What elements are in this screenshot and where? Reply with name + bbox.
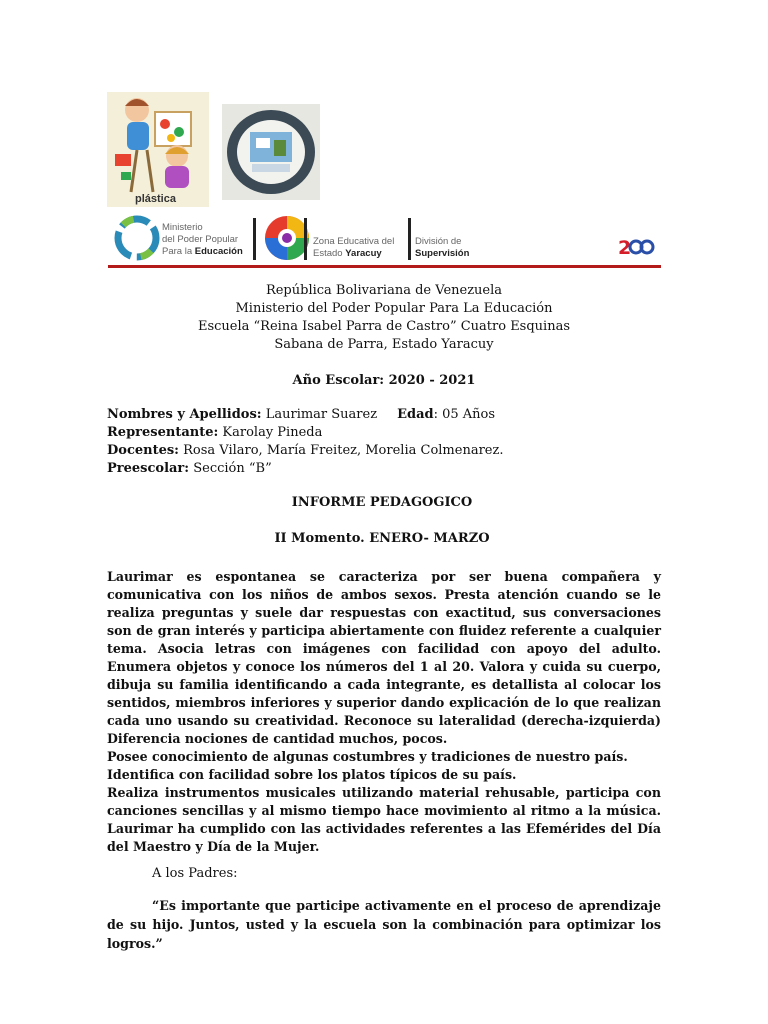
teachers-value: Rosa Vilaro, María Freitez, Morelia Colmenarez. bbox=[178, 443, 504, 458]
banner-red-rule bbox=[108, 265, 661, 268]
age-value: : 05 Años bbox=[433, 407, 496, 422]
school-year: Año Escolar: 2020 - 2021 bbox=[292, 373, 476, 388]
ministry-line-3b: Educación bbox=[194, 246, 243, 257]
report-paragraph: Laurimar es espontanea se caracteriza por ser buena compañera y comunicativa con los niños de ambos sexos. Presta atención cuando se le realiza preguntas y suele dar respuestas con exactitud, sus conversaciones son de gran interés y participa abiertamente con fluidez referente a cualquier tema. Asocia letras con imágenes con facilidad con apoyo del adulto. Enumera objetos y conoce los números del 1 al 20. Valora y cuida su cuerpo, dibuja su familia identificando a cada integrante, es detallista al colocar los sentidos, miembros inferiores y superior dando explicación de lo que realizan cada uno usando su creatividad. Reconoce su lateralidad (derecha-izquierda) Diferencia nociones de cantidad muchos, pocos. bbox=[107, 569, 661, 746]
banner-divider bbox=[253, 218, 256, 260]
ministry-ring-icon bbox=[114, 214, 160, 262]
report-title: INFORME PEDAGOGICO bbox=[291, 495, 473, 510]
children-painting-illustration bbox=[107, 92, 209, 207]
zone-line-2a: Estado bbox=[313, 248, 346, 259]
preschool-label: Preescolar: bbox=[107, 461, 190, 476]
teachers-row bbox=[107, 442, 503, 460]
banner-divider-2 bbox=[304, 218, 307, 260]
ministry-line-1: Ministerio bbox=[162, 222, 203, 233]
age-label: Edad bbox=[397, 407, 434, 422]
zone-line-2b: Yaracuy bbox=[345, 248, 382, 259]
school-seal-illustration bbox=[222, 104, 320, 200]
plastica-logo bbox=[107, 92, 209, 207]
report-period: II Momento. ENERO- MARZO bbox=[274, 531, 490, 546]
ministry-line-3a: Para la bbox=[162, 246, 195, 257]
division-line-2: Supervisión bbox=[415, 248, 470, 259]
report-body bbox=[107, 568, 661, 856]
student-name-row bbox=[107, 406, 495, 424]
anniversary-200-logo bbox=[616, 234, 662, 260]
svg-text:2: 2 bbox=[618, 237, 632, 259]
art-caption: plástica bbox=[135, 193, 176, 205]
header-school: Escuela “Reina Isabel Parra de Castro” Cuatro Esquinas bbox=[197, 319, 570, 334]
representative-row bbox=[107, 424, 322, 442]
header-location: Sabana de Parra, Estado Yaracuy bbox=[274, 337, 494, 352]
preschool-value: Sección “B” bbox=[189, 461, 272, 476]
banner-divider-3 bbox=[408, 218, 411, 260]
representative-label: Representante: bbox=[107, 425, 219, 440]
header-ministry: Ministerio del Poder Popular Para La Educación bbox=[235, 301, 553, 316]
report-line-customs: Posee conocimiento de algunas costumbres y tradiciones de nuestro país. bbox=[107, 749, 628, 764]
representative-value: Karolay Pineda bbox=[218, 425, 323, 440]
division-line-1: División de bbox=[415, 236, 462, 247]
zone-line-1: Zona Educativa del bbox=[313, 236, 395, 247]
teachers-label: Docentes: bbox=[107, 443, 179, 458]
name-value: Laurimar Suarez bbox=[261, 407, 378, 422]
report-line-dishes: Identifica con facilidad sobre los platos típicos de su país. bbox=[107, 767, 517, 782]
preschool-row bbox=[107, 460, 272, 478]
school-seal-logo bbox=[222, 104, 320, 200]
ministry-line-2: del Poder Popular bbox=[162, 234, 239, 245]
report-line-music: Realiza instrumentos musicales utilizando material rehusable, participa con canciones sencillas y al mismo tiempo hace movimiento al ritmo a la música. Laurimar ha cumplido con las actividades referentes a las Efemérides del Día del Maestro y Día de la Mujer. bbox=[107, 785, 661, 854]
header-republic: República Bolivariana de Venezuela bbox=[265, 283, 503, 298]
name-label: Nombres y Apellidos: bbox=[107, 407, 262, 422]
ministry-banner bbox=[108, 208, 661, 268]
parents-message: “Es importante que participe activamente en el proceso de aprendizaje de su hijo. Juntos, usted y la escuela son la combinación para optimizar los logros.” bbox=[107, 898, 661, 951]
parents-heading: A los Padres: bbox=[152, 866, 238, 881]
